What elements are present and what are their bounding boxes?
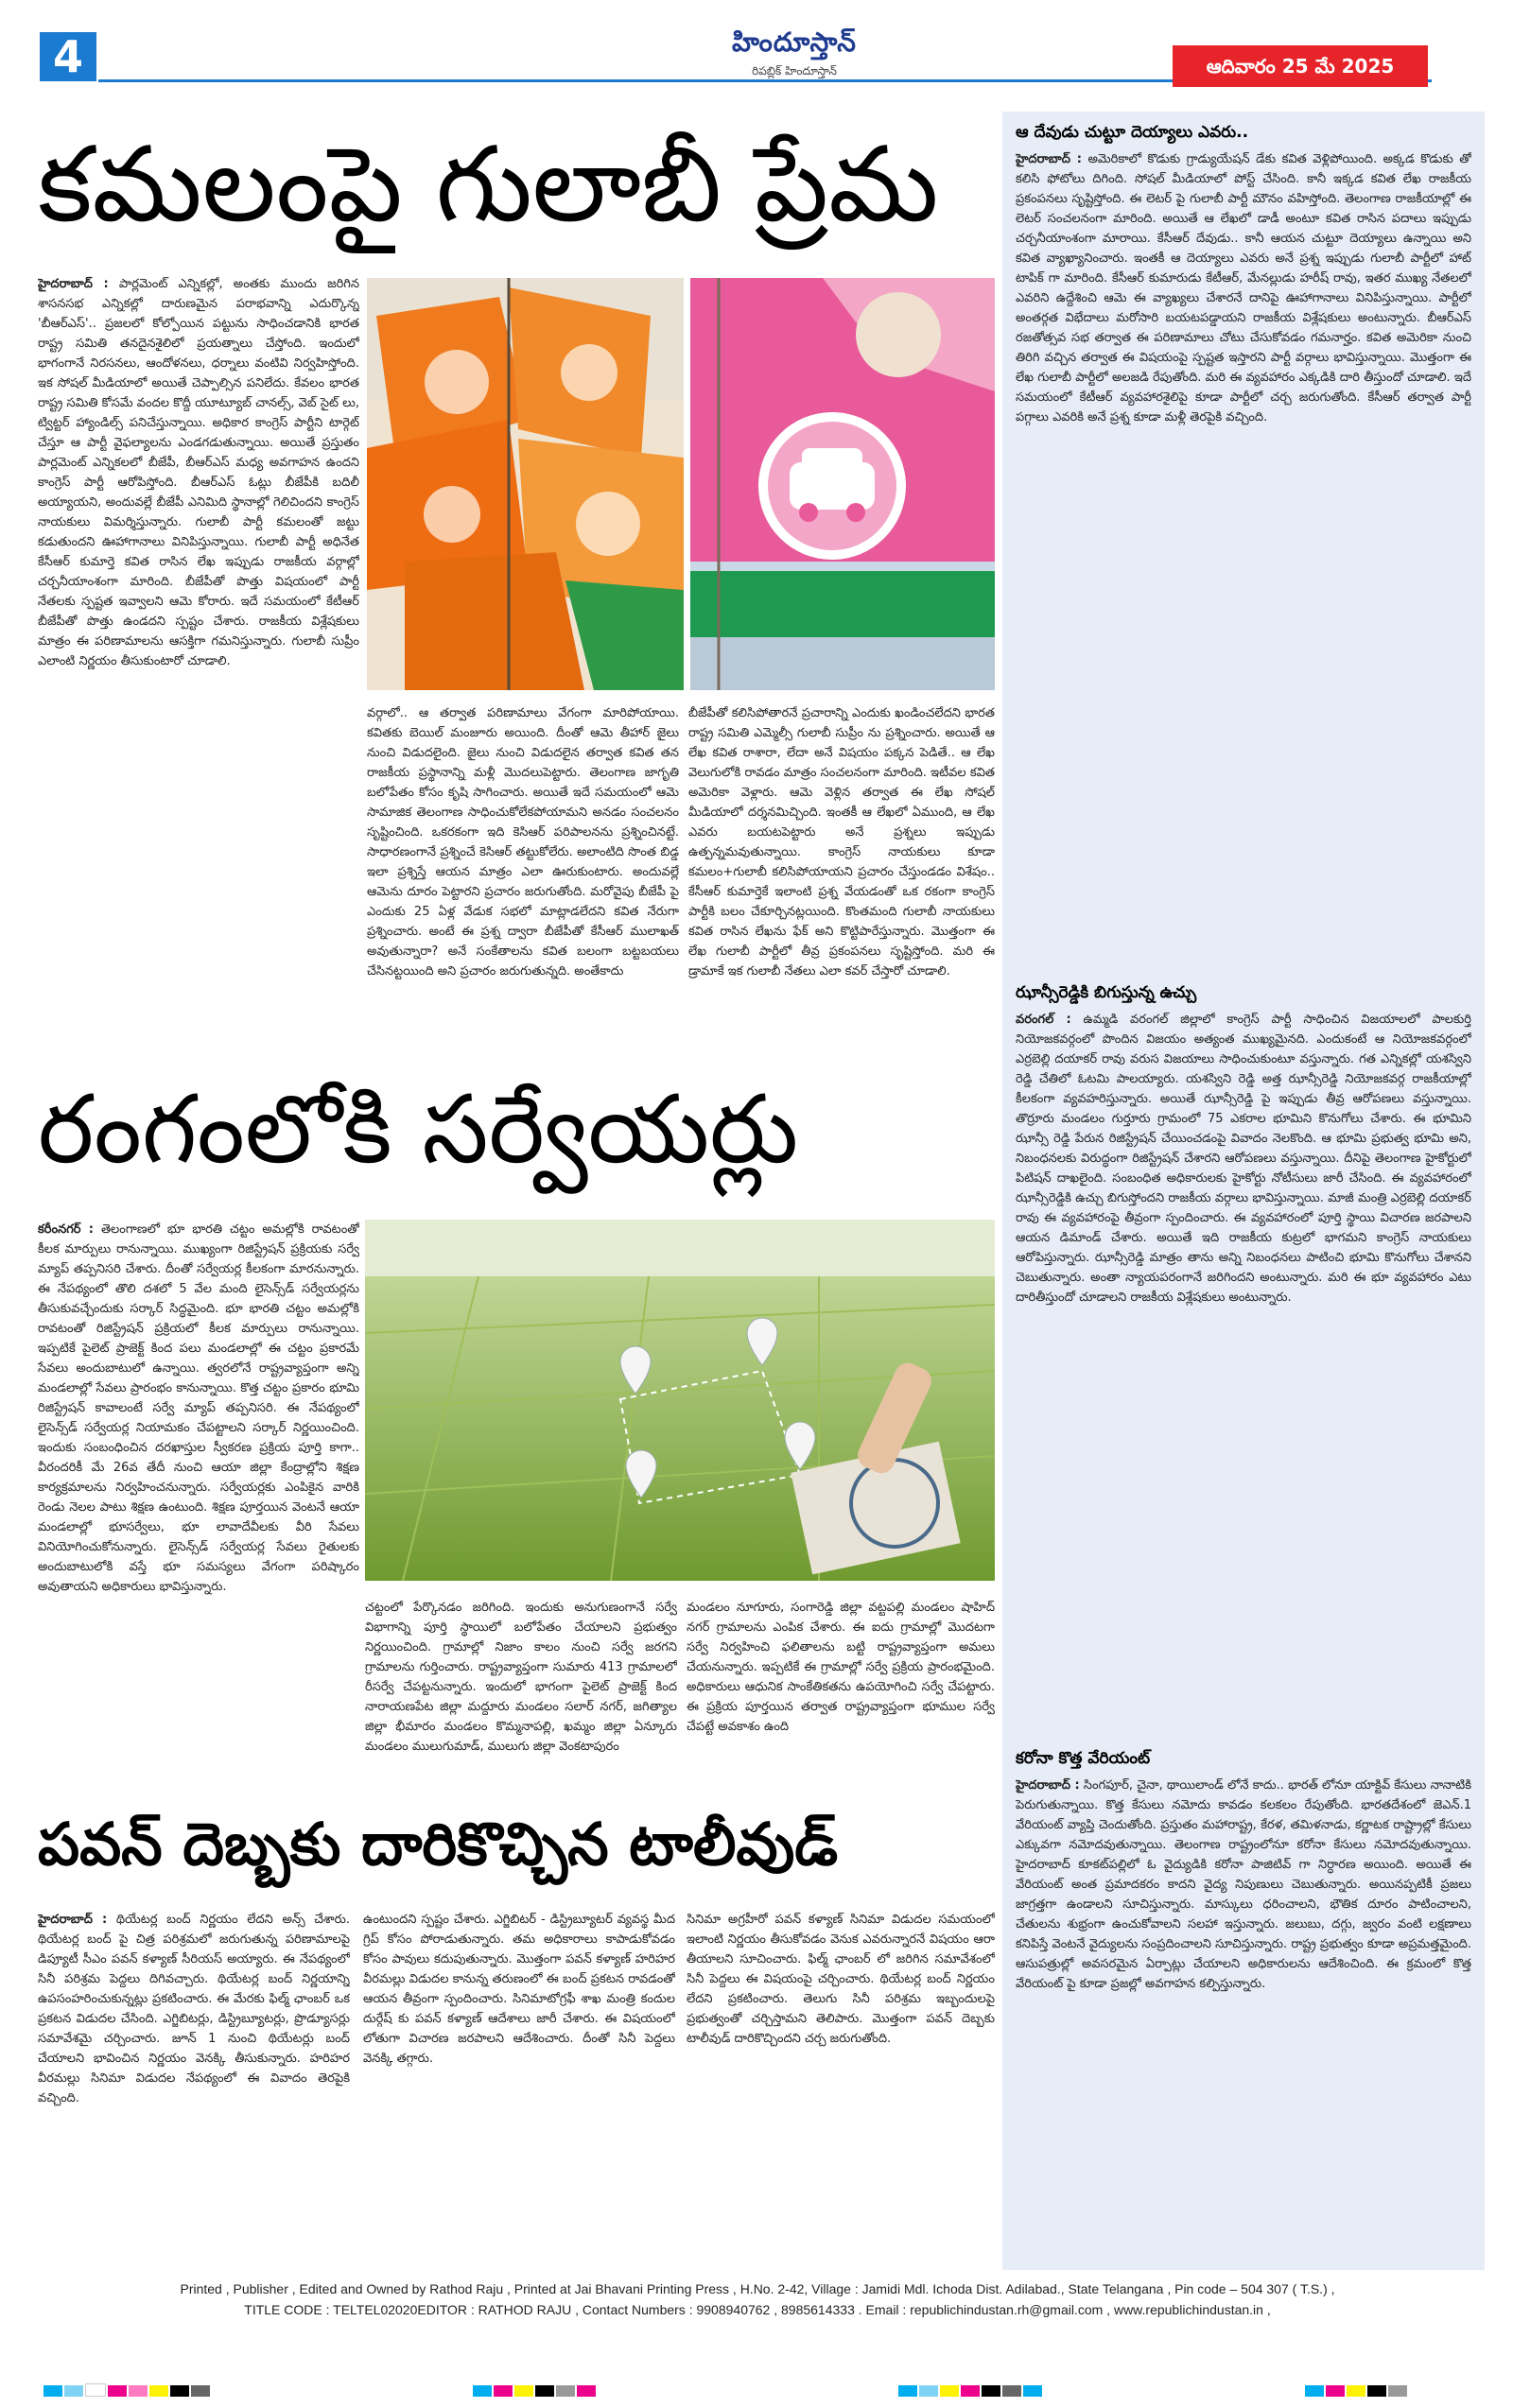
- sidebar-story3-body: [1016, 1776, 1471, 2263]
- article2-col2: [365, 1598, 677, 1768]
- article1-col3-text: బీజేపీతో కలిసిపోతారనే ప్రచారాన్ని ఎందుకు ఖండించలేదని భారత రాష్ట్ర సమితి ఎమ్మెల్సీ గులాబీ సుప్రీం ను ప్రశ్నించారు. అయితే ఆ లేఖ కవిత రాశారా, లేదా అనే విషయం పక్కన పెడితే.. ఆ లేఖ వెలుగులోకి రావడం మాత్రం సంచలనంగా మారింది. ఇటీవల కవిత అమెరికా వెళ్లారు. ఆమె వెళ్లిన తర్వాత ఈ లేఖ సోషల్ మీడియాలో దర్శనమిచ్చింది. ఇంతకీ ఆ లేఖలో ఏముంది, ఆ లేఖ ఎవరు బయటపెట్టారు అనే ప్రశ్నలు ఇప్పుడు ఉత్పన్నమవుతున్నాయి. కాంగ్రెస్ నాయకులు కూడా కమలం+గులాబీ కలిసిపోయాయని ప్రచారం చేస్తుండడం విశేషం.. కేసీఆర్ కుమార్తెకే ఇలాంటి ప్రశ్న వేయడంతో ఒక రకంగా కాంగ్రెస్ పార్టీకి బలం చేకూర్చినట్లయింది. కొంతమంది గులాబీ నాయకులు కవిత రాసిన లేఖను ఫేక్ అని కొట్టిపారేస్తున్నారు. మొత్తంగా ఈ లేఖ గులాబీ పార్టీలో తీవ్ర ప్రకంపనలు సృష్టిస్తోంది. మరి ఈ డ్రామాకే ఇక గులాబీ నేతలు ఎలా కవర్ చేస్తారో చూడాలి.: [688, 706, 995, 979]
- article2-col1-text: తెలంగాణలో భూ భారతి చట్టం అమల్లోకి రావటంతో కీలక మార్పులు రానున్నాయి. ముఖ్యంగా రిజిస్ట్రేషన్ ప్రక్రియకు సర్వే మ్యాప్ తప్పనిసరి చేశారు. దీంతో సర్వేయర్ల కీలకంగా మారనున్నారు. ఈ నేపథ్యంలో తొలి దశలో 5 వేల మంది లైసెన్స్‌డ్ సర్వేయర్లను తీసుకువచ్చేందుకు సర్కార్ సిద్ధమైంది. భూ భారతి చట్టం అమల్లోకి రావటంతో రిజిస్ట్రేషన్ ప్రక్రియలో కీలక మార్పులు రానున్నాయి. ఇప్పటికే పైలెట్ ప్రాజెక్ట్ కింద పలు మండలాల్లో ఈ చట్టం ప్రకారమే సేవలు అందుబాటులో ఉన్నాయి. త్వరలోనే రాష్ట్రవ్యాప్తంగా అన్ని మండలాల్లో సేవలు ప్రారంభం కానున్నాయి. కొత్త చట్టం ప్రకారం భూమి రిజిస్ట్రేషన్ కావాలంటే సర్వే మ్యాప్ తప్పనిసరి. ఈ నేపథ్యంలో లైసెన్స్‌డ్ సర్వేయర్ల నియామకం చేపట్టాలని సర్కార్ నిర్ణయించింది. ఇందుకు సంబంధించిన దరఖాస్తుల స్వీకరణ ప్రక్రియ పూర్తి కాగా.. వీరందరికీ మే 26వ తేదీ నుంచి ఆయా జిల్లా కేంద్రాల్లోని శిక్షణ కార్యక్రమాలను నిర్వహించనున్నారు. సర్వేయర్లకు ఎంపికైన వారికి రెండు నెలల పాటు శిక్షణ ఉంటుంది. శిక్షణ పూర్తయిన వెంటనే ఆయా మండలాల్లో భూసర్వేలు, భూ లావాదేవీలకు వీరి సేవలు వినియోగించుకోనున్నారు. లైసెన్స్‌డ్ సర్వేయర్ల సేవలు రైతులకు అందుబాటులోకి వస్తే భూ సమస్యలు వేగంగా పరిష్కారం అవుతాయని అధికారులు భావిస్తున్నారు.: [38, 1222, 359, 1594]
- sidebar-story1-text: అమెరికాలో కొడుకు గ్రాడ్యుయేషన్ డేకు కవిత వెళ్లిపోయింది. అక్కడ కొడుకు తో కలిసి ఫోటోలు దిగింది. సోషల్ మీడియాలో పోస్ట్ చేసింది. కానీ ఇక్కడ కవిత లేఖ రాజకీయ ప్రకంపనలు సృష్టిస్తోంది. ఈ లెటర్ పై గులాబీ పార్టీ మౌనం వహిస్తోంది. తెలంగాణ రాజకీయాల్లో ఈ లెటర్ సంచలనంగా మారింది. అయితే ఆ లేఖలో డాడీ అంటూ కవిత రాసిన పదాలు ఇప్పుడు చర్చనీయాంశంగా మారాయి. కేసీఆర్ దేవుడు.. కానీ ఆయన చుట్టూ దెయ్యాలు ఉన్నాయి అని కవిత వ్యాఖ్యానించారు. ఇంతకీ ఆ దెయ్యాలు ఎవరు అనే ప్రశ్న ఇప్పుడు గులాబీ పార్టీలో హాట్ టాపిక్ గా మారింది. కేసీఆర్ కుమారుడు కేటీఆర్, మేనల్లుడు హరీష్ రావు, ఇతర ముఖ్య నేతలలో ఎవరిని ఉద్దేశించి ఆమె ఈ వ్యాఖ్యలు చేశారనే దానిపై ఊహాగానాలు వినిపిస్తున్నాయి. పార్టీలో అంతర్గత విభేదాలు మరోసారి బయటపడ్డాయని రాజకీయ విశ్లేషకులు అంటున్నారు. బీఆర్ఎస్ రజతోత్సవ సభ తర్వాత ఈ పరిణామాలు చోటు చేసుకోవడం గమనార్హం. కవిత అమెరికా నుంచి తిరిగి వచ్చిన తర్వాత ఈ విషయంపై స్పష్టత ఇస్తారని పార్టీ వర్గాలు భావిస్తున్నాయి. మొత్తంగా ఈ లేఖ గులాబీ పార్టీలో అలజడి రేపుతోంది. మరి ఈ వ్యవహారం ఎక్కడికి దారి తీస్తుందో చూడాలి. ఇదే సమయంలో కేటీఆర్ వ్యవహారశైలిపై కూడా పార్టీలో చర్చ జరుగుతోంది. కేసీఆర్ తర్వాత పార్టీ పగ్గాలు ఎవరికి అనే ప్రశ్న కూడా మళ్లీ తెరపైకి వచ్చింది.: [1016, 152, 1471, 424]
- sidebar-story2-body: [1016, 1010, 1471, 1738]
- article3-col2: [363, 1910, 675, 2261]
- article3-headline: పవన్ దెబ్బకు దారికొచ్చిన టాలీవుడ్: [38, 1810, 839, 1879]
- article3-col1-text: థియేటర్ల బంద్ నిర్ణయం లేదని అన్స్ చేశారు. థియేటర్ల బంద్ పై చిత్ర పరిశ్రమలో జరుగుతున్న పరిణామాలపై డిప్యూటీ సీఎం పవన్ కళ్యాణ్ సీరియస్ అయ్యారు. ఈ నేపథ్యంలో సినీ పరిశ్రమ పెద్దలు దిగివచ్చారు. థియేటర్ల బంద్ నిర్ణయాన్ని ఉపసంహరించుకున్నట్లు ప్రకటించారు. ఈ మేరకు ఫిల్మ్ ఛాంబర్ ఒక ప్రకటన విడుదల చేసింది. ఎగ్జిబిటర్లు, డిస్ట్రిబ్యూటర్లు, ప్రొడ్యూసర్లు సమావేశమై చర్చించారు. జూన్ 1 నుంచి థియేటర్లు బంద్ చేయాలని భావించిన నిర్ణయం వెనక్కి తీసుకున్నారు. హరిహర వీరమల్లు సినిమా విడుదల నేపథ్యంలో ఈ వివాదం తెరపైకి వచ్చింది.: [38, 1913, 350, 2105]
- article1-dateline: హైదరాబాద్ :: [38, 277, 109, 291]
- article3-col2-text: ఉంటుందని స్పష్టం చేశారు. ఎగ్జిబిటర్ - డిస్ట్రిబ్యూటర్ వ్యవస్థ మీద గ్రిప్ కోసం పోరాడుతున్నారు. తమ అధికారాలు కాపాడుకోవడం కోసం పావులు కదుపుతున్నారు. మొత్తంగా పవన్ కళ్యాణ్ హరిహర వీరమల్లు విడుదల కానున్న తరుణంలో ఈ బంద్ ప్రకటన రావడంతో ఆయన తీవ్రంగా స్పందించారు. సినిమాటోగ్రఫీ శాఖ మంత్రి కందుల దుర్గేష్ కు పవన్ కళ్యాణ్ ఆదేశాలు జారీ చేశారు. ఈ విషయంలో లోతుగా విచారణ జరపాలని ఆదేశించారు. దీంతో సినీ పెద్దలు వెనక్కి తగ్గారు.: [363, 1913, 675, 2066]
- page-date: ఆదివారం 25 మే 2025: [1173, 45, 1428, 87]
- article2-headline: రంగంలోకి సర్వేయర్లు: [38, 1074, 799, 1185]
- article1-col3: [688, 703, 995, 1031]
- sidebar-story3-headline: కరోనా కొత్త వేరియంట్: [1016, 1749, 1151, 1768]
- article3-col3-text: సినిమా అగ్రహీరో పవన్ కళ్యాణ్ సినిమా విడుదల సమయంలో ఇలాంటి నిర్ణయం తీసుకోవడం వెనుక ఎవరున్నారనే విషయం ఆరా తీయాలని సూచించారు. ఫిల్మ్ ఛాంబర్ లో జరిగిన సమావేశంలో సినీ పెద్దలు ఈ విషయంపై చర్చించారు. థియేటర్ల బంద్ నిర్ణయం లేదని ప్రకటించారు. తెలుగు సినీ పరిశ్రమ ఇబ్బందులపై ప్రభుత్వంతో చర్చిస్తామని తెలిపారు. మొత్తంగా పవన్ దెబ్బకు టాలీవుడ్ దారికొచ్చిందని చర్చ జరుగుతోంది.: [687, 1913, 995, 2046]
- registration-marks-right: [898, 2382, 1044, 2396]
- sidebar-story3-text: సింగపూర్, చైనా, థాయిలాండ్ లోనే కాదు.. భారత్ లోనూ యాక్టివ్ కేసులు నానాటికి పెరుగుతున్నాయి. కొత్త కేసులు నమోదు కావడం కలకలం రేపుతోంది. భారతదేశంలో జెఎన్.1 వేరియంట్ వ్యాప్తి చెందుతోంది. ప్రస్తుతం మహారాష్ట్ర, కేరళ, తమిళనాడు, కర్ణాటక రాష్ట్రాల్లో కేసులు ఎక్కువగా నమోదవుతున్నాయి. తెలంగాణ రాష్ట్రంలోనూ కరోనా కేసులు నమోదవుతున్నాయి. హైదరాబాద్ కూకట్‌పల్లిలో ఓ వైద్యుడికి కరోనా పాజిటివ్ గా నిర్ధారణ అయింది. అయితే ఈ వేరియంట్ అంత ప్రమాదకరం కాదని వైద్య నిపుణులు చెబుతున్నారు. అయినప్పటికీ ప్రజలు జాగ్రత్తగా ఉండాలని సూచిస్తున్నారు. మాస్కులు ధరించాలని, భౌతిక దూరం పాటించాలని, చేతులను శుభ్రంగా ఉంచుకోవాలని సలహా ఇస్తున్నారు. జలుబు, దగ్గు, జ్వరం వంటి లక్షణాలు కనిపిస్తే వెంటనే వైద్యులను సంప్రదించాలని సూచిస్తున్నారు. రాష్ట్ర ప్రభుత్వం కూడా అప్రమత్తమైంది. ఆసుపత్రుల్లో అవసరమైన ఏర్పాట్లు చేయాలని అధికారులను ఆదేశించింది. ఈ క్రమంలో కొత్త వేరియంట్ పై కూడా ప్రజల్లో అవగాహన కల్పిస్తున్నారు.: [1016, 1778, 1471, 1991]
- registration-marks-far-right: [1305, 2382, 1409, 2396]
- sidebar-story2-text: ఉమ్మడి వరంగల్ జిల్లాలో కాంగ్రెస్ పార్టీ సాధించిన విజయాలలో పాలకుర్తి నియోజకవర్గంలో పొందిన విజయం అత్యంత ముఖ్యమైనది. ఎందుకంటే ఆ నియోజకవర్గంలో ఎర్రబెల్లి దయాకర్ రావు వరుస విజయాలు సాధించుకుంటూ వస్తున్నారు. గత ఎన్నికల్లో యశస్విని రెడ్డి చేతిలో ఓటమి పాలయ్యారు. యశస్విని రెడ్డి అత్త ఝాన్సీరెడ్డి నియోజకవర్గ రాజకీయాల్లో కీలకంగా వ్యవహరిస్తున్నారు. అయితే ఝాన్సీరెడ్డి పై ఇప్పుడు తీవ్ర ఆరోపణలు వస్తున్నాయి. తొర్రూరు మండలం గుర్తూరు గ్రామంలో 75 ఎకరాల భూమిని కొనుగోలు చేశారు. ఈ భూమిని ఝాన్సీ రెడ్డి పేరున రిజిస్ట్రేషన్ చేయించడంపై వివాదం నెలకొంది. ఆ భూమి ప్రభుత్వ భూమి అని, నిబంధనలకు విరుద్ధంగా రిజిస్ట్రేషన్ చేశారని ఆరోపణలు వస్తున్నాయి. దీనిపై తెలంగాణ హైకోర్టులో పిటిషన్ దాఖలైంది. సంబంధిత అధికారులకు హైకోర్టు నోటీసులు జారీ చేసింది. ఈ వ్యవహారంలో ఝాన్సీరెడ్డికి ఉచ్చు బిగుస్తోందని రాజకీయ వర్గాలు భావిస్తున్నాయి. మాజీ మంత్రి ఎర్రబెల్లి దయాకర్ రావు ఈ వ్యవహారంపై తీవ్రంగా స్పందించారు. ఈ వ్యవహారంలో పూర్తి స్థాయి విచారణ జరపాలని ఆయన డిమాండ్ చేశారు. అయితే ఇది రాజకీయ కుట్రలో భాగమని కాంగ్రెస్ నాయకులు ఆరోపిస్తున్నారు. ఝాన్సీరెడ్డి మాత్రం తాను అన్ని నిబంధనలు పాటించి భూమి కొనుగోలు చేశానని చెబుతున్నారు. అంతా న్యాయపరంగానే జరిగిందని అంటున్నారు. మరి ఈ భూ వ్యవహారం ఎటు దారితీస్తుందో చూడాలని రాజకీయ విశ్లేషకులు అంటున్నారు.: [1016, 1013, 1471, 1305]
- article2-dateline: కరీంనగర్ :: [38, 1222, 95, 1237]
- article3-col3: [687, 1910, 995, 2261]
- registration-marks-mid: [473, 2382, 598, 2396]
- imprint-line2: TITLE CODE : TELTEL02020EDITOR : RATHOD RAJU , Contact Numbers : 9908940762 , 8985614333 . Email : republichindustan.rh@gmail.com , www.republichindustan.in ,: [244, 2302, 1271, 2317]
- article2-col3-text: మండలం నూగూరు, సంగారెడ్డి జిల్లా వట్టపల్లి మండలం షాహిద్ నగర్ గ్రామాలను ఎంపిక చేశారు. ఈ ఐదు గ్రామాల్లో మొదటగా సర్వే నిర్వహించి ఫలితాలను బట్టి రాష్ట్రవ్యాప్తంగా అమలు చేయనున్నారు. ఇప్పటికే ఈ గ్రామాల్లో సర్వే ప్రక్రియ ప్రారంభమైంది. అధికారులు ఆధునిక సాంకేతికతను ఉపయోగించి సర్వే చేపట్టారు. ఈ ప్రక్రియ పూర్తయిన తర్వాత రాష్ట్రవ్యాప్తంగా భూముల సర్వే చేపట్టే అవకాశం ఉంది: [687, 1601, 995, 1734]
- article1-col1-text: పార్లమెంట్ ఎన్నికల్లో, అంతకు ముందు జరిగిన శాసనసభ ఎన్నికల్లో దారుణమైన పరాభవాన్ని ఎదుర్కొన్న 'బీఆర్ఎస్'.. ప్రజలలో కోల్పోయిన పట్టును సాధించడానికి భారత రాష్ట్ర సమితి తనదైనశైలిలో ప్రయత్నాలు చేస్తోంది. ఇందులో భాగంగానే నిరసనలు, ఆందోళనలు, ధర్నాలు వంటివి నిర్వహిస్తోంది. ఇక సోషల్ మీడియాలో అయితే చెప్పాల్సిన పనిలేదు. కేవలం భారత రాష్ట్ర సమితి కోసమే వందల కొద్దీ యూట్యూబ్ చానల్స్, వెబ్ సైట్ లు, ట్విట్టర్ హ్యాండిల్స్ పనిచేస్తున్నాయి. అధికార కాంగ్రెస్ పార్టీని టార్గెట్ చేస్తూ ఆ పార్టీ వైఫల్యాలను ఎండగడుతున్నాయి. అయితే ప్రస్తుతం పార్లమెంట్ ఎన్నికలలో బీజేపీ, బీఆర్ఎస్ మధ్య అవగాహన ఉందని కాంగ్రెస్ పార్టీ ఆరోపిస్తోంది. బీఆర్ఎస్ ఓట్లు బీజేపీకి బదిలీ అయ్యాయని, అందువల్లే బీజేపీ ఎనిమిది స్థానాల్లో గెలిచిందని కాంగ్రెస్ నాయకులు విమర్శిస్తున్నారు. గులాబీ పార్టీ కమలంతో జట్టు కడుతుందని ఊహాగానాలు వినిపిస్తున్నాయి. గులాబీ పార్టీ అధినేత కేసీఆర్ కుమార్తె కవిత రాసిన లేఖ ఇప్పుడు రాజకీయ వర్గాల్లో చర్చనీయాంశంగా మారింది. బీజేపీతో పొత్తు విషయంలో పార్టీ నేతలకు స్పష్టత ఇవ్వాలని ఆమె కోరారు. ఇదే సమయంలో కేటీఆర్ బీజేపీతో పొత్తు ఉండదని స్పష్టం చేశారు. రాజకీయ విశ్లేషకులు మాత్రం ఈ పరిణామాలను ఆసక్తిగా గమనిస్తున్నారు. గులాబీ సుప్రీం ఎలాంటి నిర్ణయం తీసుకుంటారో చూడాలి.: [38, 277, 359, 668]
- article1-col2: [367, 703, 679, 1031]
- registration-marks-left: [43, 2382, 212, 2396]
- article1-col2-text: వర్గాలో.. ఆ తర్వాత పరిణామాలు వేగంగా మారిపోయాయి. కవితకు బెయిల్ మంజూరు అయింది. దీంతో ఆమె తీహార్ జైలు నుంచి విడుదలైంది. జైలు నుంచి విడుదలైన తర్వాత కవిత తన రాజకీయ ప్రస్థానాన్ని మళ్లీ మొదలుపెట్టారు. తెలంగాణ జాగృతి బలోపేతం కోసం కృషి సాగించారు. అయితే ఇదే సమయంలో ఆమె సామాజిక తెలంగాణ సాధించుకోలేకపోయామని అనడం సంచలనం సృష్టించింది. ఒకరకంగా ఇది కెసిఆర్ పరిపాలనను ప్రశ్నించినట్టే. సాధారణంగానే ప్రశ్నించే కెసిఆర్ తట్టుకోలేరు. అలాంటిది సొంత బిడ్డ ఇలా ప్రశ్నిస్తే ఆయన మాత్రం ఎలా ఊరుకుంటారు. అందువల్లే ఆమెను దూరం పెట్టారని ప్రచారం జరుగుతోంది. మరోవైపు బీజేపీ పై ఎందుకు 25 ఏళ్ల వేడుక సభలో మాట్లాడలేదని కవిత నేరుగా ప్రశ్నించారు. అంటే ఈ ప్రశ్న ద్వారా బీజేపీతో కేసీఆర్ ములాఖత్ అవుతున్నారా? అనే సంకేతాలను కవిత బలంగా బట్టబయలు చేసినట్టయింది అని ప్రచారం జరుగుతున్నది. అంతేకాదు: [367, 706, 679, 979]
- sidebar-story3-dateline: హైదరాబాద్ :: [1016, 1778, 1080, 1793]
- flags-photo: [367, 278, 684, 690]
- land-survey-illustration: [365, 1220, 995, 1581]
- sidebar-story1-headline: ఆ దేవుడు చుట్టూ దెయ్యాలు ఎవరు..: [1016, 123, 1249, 142]
- imprint-line1: Printed , Publisher , Edited and Owned by Rathod Raju , Printed at Jai Bhavani Printing Press , H.No. 2-42, Village : Jamidi Mdl. Ichoda Dist. Adilabad., State Telangana , Pin code – 504 307 ( T.S.) ,: [180, 2281, 1335, 2296]
- car-poster-photo: [690, 278, 995, 690]
- article3-dateline: హైదరాబాద్ :: [38, 1913, 108, 1927]
- masthead-logo: [719, 26, 870, 87]
- sidebar-story1-body: [1016, 149, 1471, 978]
- masthead-brand: హిందూస్తాన్: [732, 26, 857, 58]
- article2-col1: [38, 1220, 359, 1762]
- article1-headline: కమలంపై గులాబీ ప్రేమ: [38, 124, 939, 245]
- imprint-footer: [43, 2278, 1471, 2320]
- sidebar-story2-headline: ఝాన్సీరెడ్డికి బిగుస్తున్న ఉచ్చు: [1016, 983, 1197, 1002]
- sidebar-story2-dateline: వరంగల్ :: [1016, 1013, 1071, 1027]
- article2-col3: [687, 1598, 995, 1768]
- article2-col2-text: చట్టంలో పేర్కొనడం జరిగింది. ఇందుకు అనుగుణంగానే సర్వే విభాగాన్ని పూర్తి స్థాయిలో బలోపేతం చేయాలని ప్రభుత్వం నిర్ణయించింది. గ్రామాల్లో నిజాం కాలం నుంచి సర్వే జరగని గ్రామాలను గుర్తించారు. రాష్ట్రవ్యాప్తంగా సుమారు 413 గ్రామాలలో రీసర్వే చేపట్టనున్నారు. ఇందులో భాగంగా పైలెట్ ప్రాజెక్ట్ కింద నారాయణపేట జిల్లా మద్దూరు మండలం సలార్ నగర్, జగిత్యాల జిల్లా భీమారం మండలం కొమ్మనాపల్లి, ఖమ్మం జిల్లా ఏన్కూరు మండలం ములుగుమాడ్, ములుగు జిల్లా వెంకటాపురం: [365, 1601, 677, 1754]
- article3-col1: [38, 1910, 350, 2261]
- article1-col1: [38, 274, 359, 1029]
- masthead-tagline: రిపబ్లిక్ హిందూస్తాన్: [752, 64, 837, 78]
- sidebar-story1-dateline: హైదరాబాద్ :: [1016, 152, 1083, 166]
- page-number: 4: [40, 32, 96, 81]
